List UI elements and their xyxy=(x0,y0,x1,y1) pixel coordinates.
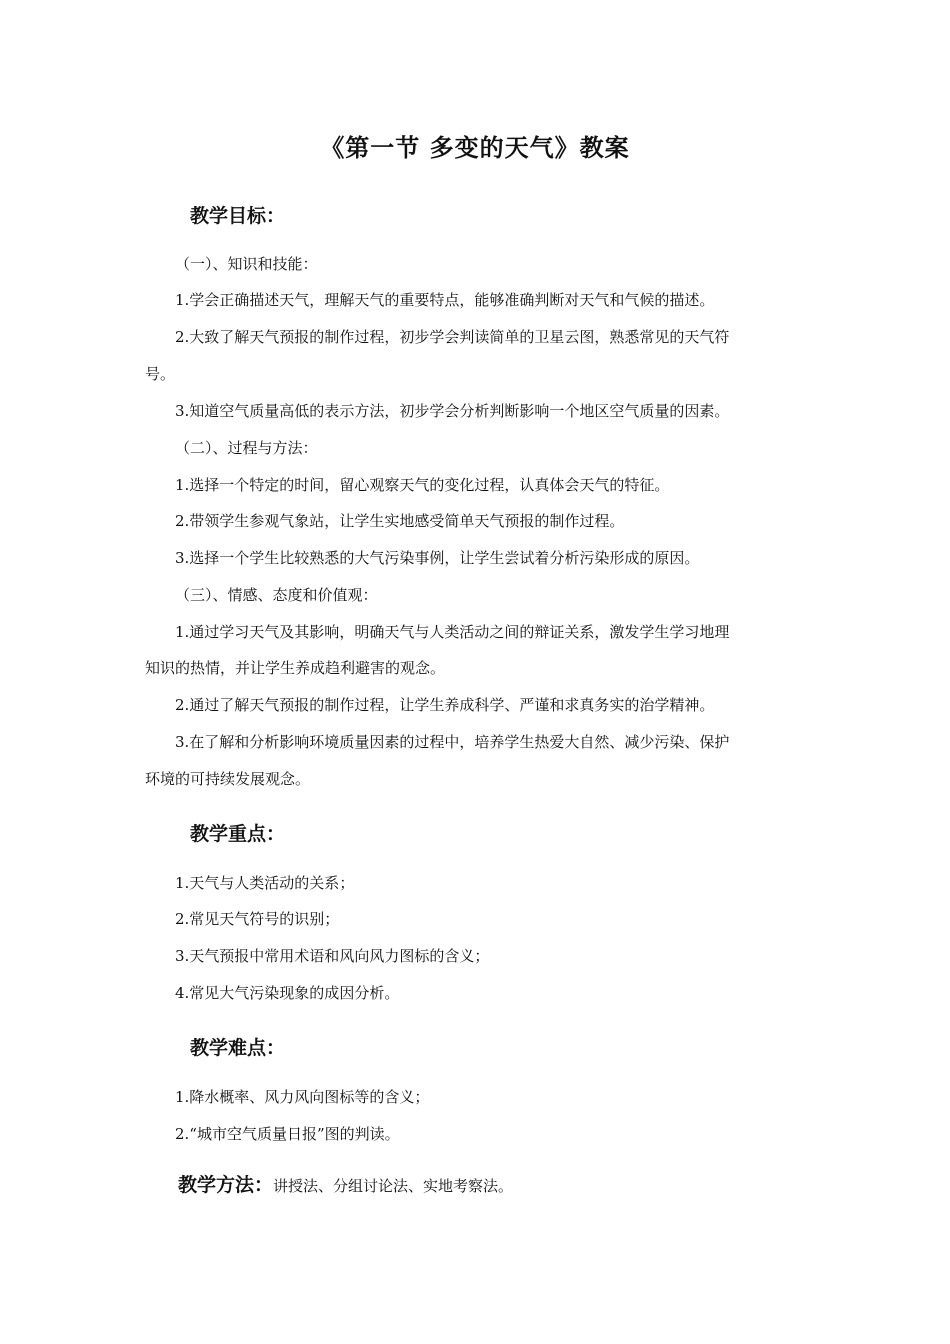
objective-item-continued: 环境的可持续发展观念。 xyxy=(145,770,311,788)
objective-item: 1.学会正确描述天气，理解天气的重要特点，能够准确判断对天气和气候的描述。 xyxy=(175,291,715,309)
objective-item-continued: 知识的热情，并让学生养成趋利避害的观念。 xyxy=(145,659,446,677)
objective-item-continued: 号。 xyxy=(145,365,176,383)
methods-text: 讲授法、分组讨论法、实地考察法。 xyxy=(273,1177,514,1195)
objective-item: 1.通过学习天气及其影响，明确天气与人类活动之间的辩证关系，激发学生学习地理 xyxy=(175,623,730,641)
difficulty-item: 1.降水概率、风力风向图标等的含义； xyxy=(175,1088,430,1106)
objective-item: 1.选择一个特定的时间，留心观察天气的变化过程，认真体会天气的特征。 xyxy=(175,476,670,494)
document-title: 《第一节 多变的天气》教案 xyxy=(320,134,630,162)
difficulty-item: 2.“城市空气质量日报”图的判读。 xyxy=(175,1125,400,1143)
key-point-item: 3.天气预报中常用术语和风向风力图标的含义； xyxy=(175,947,490,965)
section2-label: （二）、过程与方法： xyxy=(175,439,318,457)
key-point-item: 1.天气与人类活动的关系； xyxy=(175,874,355,892)
objective-item: 2.大致了解天气预报的制作过程，初步学会判读简单的卫星云图，熟悉常见的天气符 xyxy=(175,328,730,346)
key-point-item: 4.常见大气污染现象的成因分析。 xyxy=(175,984,400,1002)
key-point-item: 2.常见天气符号的识别； xyxy=(175,910,340,928)
objective-item: 2.带领学生参观气象站，让学生实地感受简单天气预报的制作过程。 xyxy=(175,512,625,530)
section1-label: （一）、知识和技能： xyxy=(175,255,318,273)
methods-line xyxy=(178,1170,513,1197)
objective-item: 3.选择一个学生比较熟悉的大气污染事例，让学生尝试着分析污染形成的原因。 xyxy=(175,549,700,567)
objective-item: 2.通过了解天气预报的制作过程，让学生养成科学、严谨和求真务实的治学精神。 xyxy=(175,696,715,714)
objectives-heading: 教学目标： xyxy=(190,205,286,227)
objective-item: 3.知道空气质量高低的表示方法，初步学会分析判断影响一个地区空气质量的因素。 xyxy=(175,402,730,420)
methods-heading: 教学方法： xyxy=(178,1174,274,1196)
objective-item: 3.在了解和分析影响环境质量因素的过程中，培养学生热爱大自然、减少污染、保护 xyxy=(175,733,730,751)
key-points-heading: 教学重点： xyxy=(190,823,286,845)
difficulties-heading: 教学难点： xyxy=(190,1037,286,1059)
section3-label: （三）、情感、态度和价值观： xyxy=(175,586,378,604)
